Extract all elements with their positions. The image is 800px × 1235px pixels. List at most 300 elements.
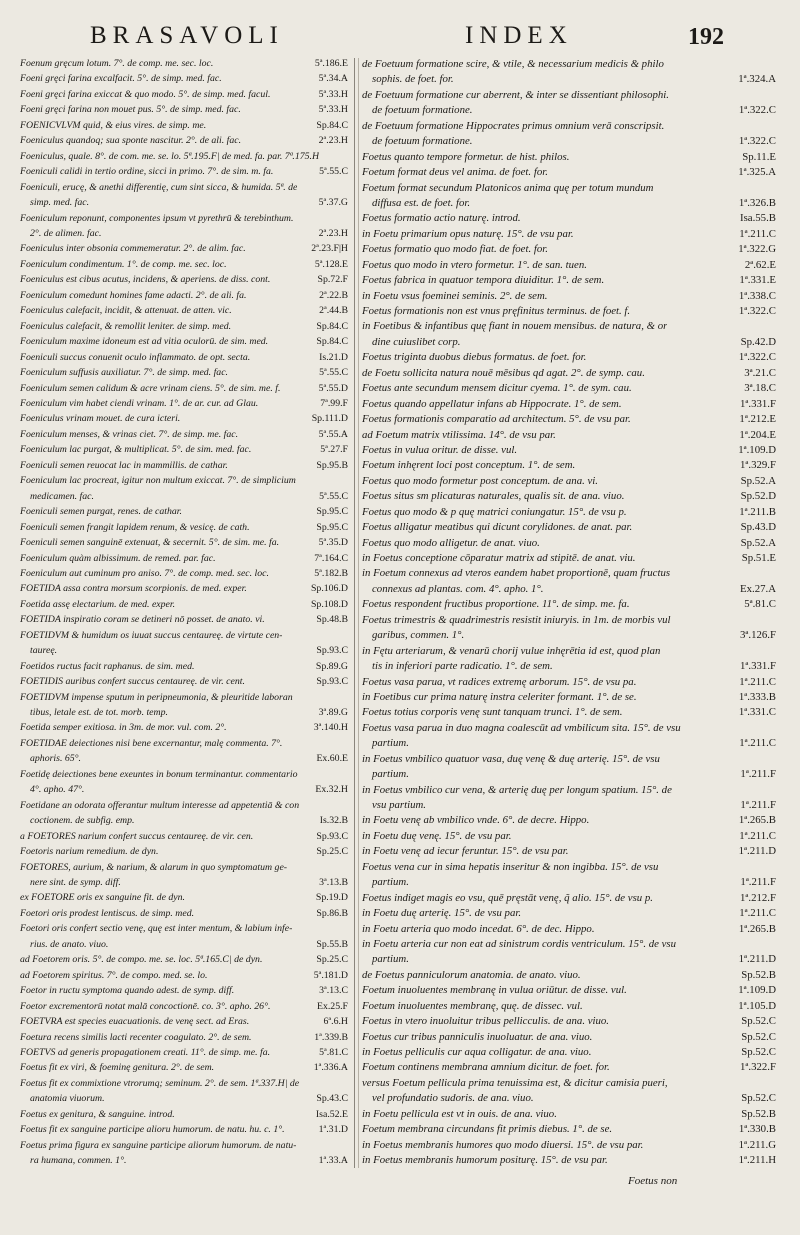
index-entry-text: in Foetu venę ad iecur feruntur. 15°. de vsu par. bbox=[362, 845, 569, 858]
index-entry-reference: 1ª.338.C bbox=[738, 289, 776, 302]
index-entry bbox=[20, 305, 348, 317]
index-entry bbox=[362, 907, 776, 920]
index-entry-text: Foetori oris confert sectio venę, quę est inter mentum, & labium infe- bbox=[20, 923, 293, 935]
index-entry-reference: 5ª.55.C bbox=[319, 367, 348, 379]
index-entry bbox=[362, 1139, 776, 1152]
index-entry-text: Foetus quo modo in vtero formetur. 1°. de san. tuen. bbox=[362, 258, 587, 271]
index-entry-text: in Foetus vmbilico cur vena, & arterię duę per longum spatium. 15°. de bbox=[362, 783, 672, 796]
index-entry bbox=[20, 383, 348, 395]
index-entry bbox=[20, 1093, 348, 1105]
index-entry-text: vel profundatio sudoris. de ana. viuo. bbox=[372, 1092, 534, 1105]
index-entry-text: 4°. apho. 47°. bbox=[30, 784, 85, 796]
index-entry-text: FOETIDA inspiratio coram se detineri nō posset. de anato. vi. bbox=[20, 614, 265, 626]
page-number: 192 bbox=[688, 24, 724, 50]
index-entry-reference: 1ª.211.B bbox=[739, 505, 776, 518]
index-entry bbox=[20, 336, 348, 348]
index-entry-reference: 1ª.211.H bbox=[738, 1154, 776, 1167]
index-entry-reference: Ex.25.F bbox=[316, 1000, 348, 1012]
index-entry-reference: 1ª.322.C bbox=[738, 135, 776, 148]
index-entry-reference: 2ª.23.H bbox=[318, 227, 348, 239]
index-entry bbox=[362, 1061, 776, 1074]
index-entry bbox=[20, 274, 348, 286]
index-entry-text: Foeniculum lac procreat, igitur non multum exiccat. 7°. de simplicium bbox=[20, 475, 296, 487]
index-entry bbox=[362, 58, 776, 71]
index-entry bbox=[362, 290, 776, 303]
index-entry-reference: Sp.25.C bbox=[316, 954, 348, 966]
index-entry-text: in Foetus membranis humorum positurę. 15°. de vsu par. bbox=[362, 1154, 608, 1167]
index-entry-text: in Foetu primarium opus naturę. 15°. de vsu par. bbox=[362, 227, 574, 240]
index-entry bbox=[20, 954, 348, 966]
index-entry-reference: 7ª.99.F bbox=[320, 397, 348, 409]
index-entry bbox=[20, 1032, 348, 1044]
index-entry-text: Foeniculum aut cuminum pro aniso. 7°. de comp. med. sec. loc. bbox=[20, 567, 269, 579]
index-entry bbox=[20, 475, 348, 487]
index-entry bbox=[362, 243, 776, 256]
index-entry bbox=[20, 491, 348, 503]
index-entry-reference: 5ª.35.D bbox=[318, 537, 348, 549]
index-entry-reference: 6ª.6.H bbox=[323, 1016, 348, 1028]
running-title-left: BRASAVOLI bbox=[90, 22, 284, 49]
index-entry-text: Foetidane an odorata offerantur multum interesse ad appetentiā & con bbox=[20, 799, 300, 811]
index-entry-reference: Sp.95.B bbox=[316, 459, 348, 471]
index-entry bbox=[362, 1092, 776, 1105]
index-entry-text: partium. bbox=[372, 737, 409, 750]
index-entry-text: Foeniculi semen purgat, renes. de cathar. bbox=[20, 506, 182, 518]
index-entry-text: Foetum membrana circundans fit primis diebus. 1°. de se. bbox=[362, 1123, 613, 1136]
index-entry bbox=[362, 892, 776, 905]
index-entry-text: Foeniculus vrinam mouet. de cura icteri. bbox=[20, 413, 181, 425]
index-entry-text: in Foetus vmbilico quatuor vasa, duę venę & duę arterię. 15°. de vsu bbox=[362, 752, 660, 765]
index-entry bbox=[20, 630, 348, 642]
index-entry-text: 2°. de alimen. fac. bbox=[30, 227, 102, 239]
index-entry bbox=[362, 382, 776, 395]
index-entry bbox=[362, 706, 776, 719]
index-entry bbox=[20, 645, 348, 657]
index-entry bbox=[20, 1001, 348, 1013]
index-entry-text: vsu partium. bbox=[372, 799, 426, 811]
index-entry-text: FOETIDAE deiectiones nisi bene excernantur, malę commenta. 7°. bbox=[20, 737, 283, 749]
index-entry-text: Foetus fit ex sanguine participe alioru humorum. de natu. hu. c. 1°. bbox=[20, 1124, 285, 1136]
index-entry-text: Foetus triginta duobus diebus formatus. de foet. for. bbox=[362, 351, 587, 364]
index-entry bbox=[362, 722, 776, 735]
index-entry bbox=[362, 228, 776, 241]
index-entry-text: in Foetus membranis humores quo modo diuersi. 15°. de vsu par. bbox=[362, 1138, 644, 1151]
index-entry bbox=[362, 660, 776, 673]
index-entry bbox=[362, 135, 776, 148]
index-entry-reference: Sp.89.G bbox=[315, 660, 348, 672]
index-entry-reference: Sp.19.D bbox=[315, 892, 348, 904]
index-entry-reference: 1ª.211.F bbox=[740, 768, 776, 781]
index-entry-reference: Sp.106.D bbox=[310, 583, 348, 595]
index-entry-text: de Foetus panniculorum anatomia. de anato. viuo. bbox=[362, 968, 581, 981]
index-entry bbox=[362, 923, 776, 936]
index-entry-text: FOETVS ad generis propagationem creati. 11°. de simp. me. fa. bbox=[20, 1047, 271, 1058]
index-entry-text: in Foetibus cur prima naturę instra celeriter formant. 1°. de se. bbox=[362, 690, 637, 703]
index-entry bbox=[20, 877, 348, 889]
index-entry-reference: Sp.95.C bbox=[316, 506, 348, 518]
index-entry-reference: Sp.86.B bbox=[316, 907, 348, 919]
index-entry-reference: 1ª.211.G bbox=[738, 1138, 776, 1151]
index-entry bbox=[20, 352, 348, 364]
index-entry-reference: 1ª.322.C bbox=[738, 351, 776, 364]
index-entry-text: Foeniculi succus conuenit oculo inflammato. de opt. secta. bbox=[20, 351, 251, 363]
index-entry-reference: Sp.52.D bbox=[740, 490, 776, 503]
index-entry-reference: 5ª.33.H bbox=[318, 104, 348, 116]
index-entry-text: Foeniculum vim habet ciendi vrinam. 1°. de ar. cur. ad Glau. bbox=[20, 397, 259, 409]
index-entry bbox=[362, 552, 776, 565]
index-entry bbox=[20, 429, 348, 441]
index-entry-reference: Sp.93.C bbox=[316, 676, 348, 688]
index-entry bbox=[362, 784, 776, 797]
index-entry bbox=[362, 197, 776, 210]
index-entry bbox=[20, 413, 348, 425]
index-entry bbox=[20, 753, 348, 765]
index-entry-reference: Sp.84.C bbox=[316, 336, 348, 348]
index-entry-text: Foetus prima figura ex sanguine participe aliorum humorum. de natu- bbox=[20, 1139, 297, 1151]
index-entry-reference: 2ª.22.B bbox=[319, 289, 348, 301]
index-entry-text: in Foetum connexus ad vteros eandem habet proportionē, quam fructus bbox=[362, 567, 671, 580]
index-entry-text: Foeniculum menses, & vrinas ciet. 7°. de simp. me. fac. bbox=[20, 428, 239, 440]
index-entry-reference: 5ª.81.C bbox=[319, 1047, 348, 1058]
index-entry-text: Foetida semper exitiosa. in 3m. de mor. vul. com. 2°. bbox=[20, 722, 227, 734]
index-entry-text: Foetum continens membrana amnium dicitur. de foet. for. bbox=[362, 1061, 610, 1074]
index-entry-reference: Sp.55.B bbox=[316, 938, 348, 950]
index-entry-text: Foetus fit ex viri, & foeminę genitura. 2°. de sem. bbox=[20, 1062, 215, 1074]
index-entry bbox=[20, 151, 348, 163]
index-entry bbox=[362, 413, 776, 426]
index-entry bbox=[362, 645, 776, 658]
column-divider bbox=[354, 58, 355, 1168]
index-entry-text: Foetida assę electarium. de med. exper. bbox=[20, 598, 176, 610]
index-entry-reference: Is.32.B bbox=[319, 815, 348, 827]
index-entry bbox=[20, 815, 348, 827]
index-entry bbox=[362, 737, 776, 750]
index-entry-text: Foetus fabrica in quatuor tempora diuiditur. 1°. de sem. bbox=[362, 274, 605, 287]
index-entry-text: Foeniculus, quale. 8°. de com. me. se. lo. 5ª.195.F| de med. fa. par. 7ª.175.H bbox=[20, 150, 320, 162]
index-entry-reference: Ex.32.H bbox=[315, 784, 348, 796]
index-entry-text: FOETVRA est species euacuationis. de venę sect. ad Eras. bbox=[20, 1016, 250, 1028]
index-entry bbox=[362, 567, 776, 580]
index-entry-text: connexus ad plantas. com. 4°. apho. 1°. bbox=[372, 582, 544, 595]
index-entry-reference: 1ª.211.F bbox=[740, 876, 776, 889]
index-entry bbox=[362, 845, 776, 858]
index-entry-text: Foetus totius corporis venę sunt tanquam trunci. 1°. de sem. bbox=[362, 706, 623, 719]
index-entry-reference: 1ª.211.D bbox=[738, 953, 776, 966]
index-entry bbox=[362, 984, 776, 997]
index-entry-text: partium. bbox=[372, 768, 409, 781]
index-entry-text: Foetus vasa parua, vt radices extremę arborum. 15°. de vsu pa. bbox=[362, 675, 637, 688]
index-entry-text: simp. med. fac. bbox=[30, 197, 90, 209]
index-entry-text: FOETIDIS auribus confert succus centaureę. de vir. cent. bbox=[20, 676, 245, 688]
index-entry bbox=[362, 212, 776, 225]
index-entry-text: de Foetuum formatione Hippocrates primus omnium verā conscripsit. bbox=[362, 119, 665, 132]
index-entry bbox=[362, 938, 776, 951]
index-entry-reference: 1ª.33.A bbox=[318, 1155, 348, 1167]
index-entry-reference: Sp.52.C bbox=[741, 1046, 776, 1058]
index-entry bbox=[362, 151, 776, 164]
index-entry-text: Foeniculum suffusis auxiliatur. 7°. de simp. med. fac. bbox=[20, 367, 229, 379]
index-entry-reference: 1ª.331.E bbox=[739, 274, 776, 287]
index-entry bbox=[20, 862, 348, 874]
index-entry-reference: 1ª.322.C bbox=[738, 305, 776, 317]
index-entry bbox=[20, 444, 348, 456]
index-entry-text: Foetoris narium remedium. de dyn. bbox=[20, 846, 159, 858]
index-entry bbox=[362, 876, 776, 889]
index-entry-text: aphoris. 65°. bbox=[30, 753, 82, 765]
index-entry-text: ra humana, commen. 1°. bbox=[30, 1155, 127, 1167]
index-entry-text: Foeni gręci farina non mouet pus. 5°. de simp. med. fac. bbox=[20, 104, 241, 116]
index-entry bbox=[362, 768, 776, 781]
index-entry bbox=[362, 1000, 776, 1013]
index-entry-reference: Isa.55.B bbox=[740, 212, 776, 225]
index-entry bbox=[20, 182, 348, 194]
index-entry-reference: 5ª.55.A bbox=[318, 428, 348, 440]
index-entry bbox=[20, 939, 348, 951]
index-entry bbox=[20, 970, 348, 982]
index-entry-text: in Foetus conceptione cōparatur matrix ad stipitē. de anat. viu. bbox=[362, 552, 636, 564]
index-entry bbox=[20, 73, 348, 85]
index-entry-reference: 1ª.331.C bbox=[738, 706, 776, 719]
index-entry bbox=[20, 522, 348, 534]
index-entry-text: Foeniculum condimentum. 1°. de comp. me. sec. loc. bbox=[20, 258, 227, 270]
index-entry-reference: 5ª.34.A bbox=[318, 73, 348, 85]
index-entry-reference: 5ª.182.B bbox=[314, 567, 348, 579]
index-entry bbox=[20, 738, 348, 750]
index-entry bbox=[20, 985, 348, 997]
index-entry bbox=[362, 444, 776, 457]
index-entry-text: ad Foetorem spiritus. 7°. de compo. med. se. lo. bbox=[20, 969, 208, 981]
index-entry-reference: Sp.25.C bbox=[316, 846, 348, 858]
index-entry bbox=[362, 104, 776, 117]
index-entry-text: Foetum format deus vel anima. de foet. for. bbox=[362, 166, 548, 179]
page-header bbox=[0, 0, 800, 52]
index-entry bbox=[362, 969, 776, 982]
index-entry-reference: 1ª.265.B bbox=[738, 814, 776, 827]
index-entry-reference: 1ª.212.E bbox=[739, 413, 776, 426]
index-entry-reference: 7ª.164.C bbox=[314, 552, 348, 564]
index-entry-text: tis in inferiori parte radicatio. 1°. de sem. bbox=[372, 660, 553, 673]
index-entry-text: anatomia viuorum. bbox=[30, 1093, 105, 1105]
index-entry bbox=[362, 490, 776, 503]
index-entry bbox=[20, 1109, 348, 1121]
index-entry-reference: 2ª.44.B bbox=[319, 305, 348, 317]
index-entry-reference: 3ª.89.G bbox=[318, 707, 348, 719]
index-entry bbox=[20, 1062, 348, 1074]
index-entry bbox=[20, 1047, 348, 1059]
index-entry-text: Foetidos ructus facit raphanus. de sim. med. bbox=[20, 660, 195, 672]
index-entry-reference: 1ª.211.C bbox=[739, 907, 776, 920]
index-entry-text: medicamen. fac. bbox=[30, 490, 94, 502]
index-entry-text: Foetus cur tribus panniculis inuoluatur. de ana. viuo. bbox=[362, 1030, 593, 1043]
right-index-column bbox=[362, 58, 776, 1168]
index-entry bbox=[20, 166, 348, 178]
index-entry bbox=[362, 799, 776, 812]
index-entry-text: Foetus quo modo & p quę matrici coniungatur. 15°. de vsu p. bbox=[362, 505, 627, 518]
index-entry bbox=[20, 228, 348, 240]
index-entry-text: Foeniculus inter obsonia commemeratur. 2°. de alim. fac. bbox=[20, 243, 246, 255]
index-entry bbox=[20, 367, 348, 379]
index-entry-reference: 1ª.339.B bbox=[314, 1031, 348, 1043]
column-divider-inner bbox=[358, 58, 359, 1168]
index-entry-text: in Foetu vsus foeminei seminis. 2°. de sem. bbox=[362, 289, 548, 302]
index-entry-text: Foeniculum semen calidum & acre vrinam ciens. 5°. de sim. me. f. bbox=[20, 382, 281, 394]
index-entry-reference: 3ª.21.C bbox=[744, 366, 776, 379]
index-entry bbox=[362, 506, 776, 519]
index-entry bbox=[20, 290, 348, 302]
index-entry bbox=[20, 243, 348, 255]
index-entry-reference: Sp.84.C bbox=[316, 320, 348, 332]
index-entry bbox=[362, 351, 776, 364]
index-entry-reference: 1ª.325.A bbox=[738, 166, 776, 179]
index-entry bbox=[362, 598, 776, 611]
index-entry bbox=[362, 475, 776, 488]
index-entry-text: Foeniculus quandoq; sua sponte nascitur. 2°. de ali. fac. bbox=[20, 135, 242, 147]
index-entry-reference: Sp.52.C bbox=[741, 1015, 776, 1028]
index-entry-reference: Is.21.D bbox=[319, 351, 348, 363]
index-entry-text: Foeni gręci farina exiccat & quo modo. 5°. de simp. med. facul. bbox=[20, 88, 271, 100]
index-entry-text: partium. bbox=[372, 953, 409, 966]
index-entry bbox=[362, 814, 776, 827]
index-entry bbox=[362, 614, 776, 627]
index-entry-text: Foetum inuoluentes membranę in vulua oriūtur. de disse. vul. bbox=[362, 984, 627, 997]
index-entry-reference: 3ª.18.C bbox=[744, 382, 776, 395]
index-entry bbox=[20, 769, 348, 781]
index-entry bbox=[362, 521, 776, 534]
index-entry-text: versus Foetum pellicula prima tenuissima est, & dicitur camisia pueri, bbox=[362, 1076, 668, 1089]
index-entry-text: Foetus trimestris & quadrimestris resistit iniuryis. in 1m. de morbis vul bbox=[362, 613, 671, 626]
index-entry-reference: 1ª.331.F bbox=[740, 397, 776, 410]
index-entry-reference: 1ª.211.F bbox=[740, 799, 776, 811]
index-entry-reference: 1ª.211.C bbox=[739, 737, 776, 750]
index-entry bbox=[20, 537, 348, 549]
index-entry-text: ex FOETORE oris ex sanguine fit. de dyn. bbox=[20, 892, 185, 904]
index-entry bbox=[362, 1108, 776, 1121]
index-entry-text: Foetus formatio actio naturę. introd. bbox=[362, 212, 521, 225]
index-entry-reference: Sp.43.C bbox=[316, 1093, 348, 1105]
index-entry-reference: 1ª.212.F bbox=[740, 891, 776, 904]
index-entry-text: nere sint. de symp. diff. bbox=[30, 877, 121, 889]
index-entry-reference: 1ª.322.G bbox=[738, 243, 776, 256]
index-entry-text: Foetura recens similis lacti recenter coagulato. 2°. de sem. bbox=[20, 1031, 252, 1043]
index-entry-text: sophis. de foet. for. bbox=[372, 73, 454, 86]
index-entry bbox=[362, 1031, 776, 1044]
index-entry-text: in Foetibus & infantibus quę fiant in nouem mensibus. de natura, & or bbox=[362, 320, 668, 333]
index-entry-text: Foetus formationis comparatio ad architectum. 5°. de vsu par. bbox=[362, 413, 631, 426]
index-entry bbox=[20, 1016, 348, 1028]
index-entry-reference: 1ª.105.D bbox=[738, 999, 776, 1012]
index-entry-text: Foetori oris prodest lentiscus. de simp. med. bbox=[20, 907, 195, 919]
index-entry-text: Foetus vena cur in sima hepatis inseritur & non ingibba. 15°. de vsu bbox=[362, 860, 659, 873]
index-entry-reference: Sp.72.F bbox=[317, 274, 348, 286]
index-entry-reference: 2ª.62.E bbox=[744, 258, 776, 271]
index-entry-reference: 1ª.330.B bbox=[738, 1123, 776, 1136]
index-entry-text: Foetus quo modo formetur post conceptum. de ana. vi. bbox=[362, 474, 598, 487]
index-entry-text: Foetus formatio quo modo fiat. de foet. for. bbox=[362, 243, 548, 256]
index-entry bbox=[362, 274, 776, 287]
index-entry-text: Foeniculi semen reuocat lac in mammillis. de cathar. bbox=[20, 459, 228, 471]
index-entry-text: Foeniculi calidi in tertio ordine, sicci in primo. 7°. de sim. m. fa. bbox=[20, 166, 274, 178]
index-entry-text: tibus, letale est. de tot. morb. temp. bbox=[30, 707, 168, 719]
index-entry bbox=[20, 197, 348, 209]
index-entry-reference: Sp.52.B bbox=[741, 968, 776, 981]
index-entry-reference: Ex.60.E bbox=[316, 753, 348, 765]
index-entry bbox=[362, 429, 776, 442]
index-entry bbox=[362, 583, 776, 596]
index-entry bbox=[362, 953, 776, 966]
index-entry-reference: Sp.93.C bbox=[316, 645, 348, 657]
index-entry bbox=[362, 120, 776, 133]
index-entry-reference: Sp.52.C bbox=[741, 1030, 776, 1043]
index-entry-reference: 1ª.322.C bbox=[738, 104, 776, 117]
index-entry bbox=[362, 629, 776, 642]
index-entry-text: taureę. bbox=[30, 645, 58, 657]
index-entry-reference: Sp.11.E bbox=[742, 150, 776, 163]
index-entry bbox=[362, 830, 776, 843]
index-entry bbox=[20, 599, 348, 611]
index-entry-reference: 1ª.333.B bbox=[738, 690, 776, 703]
index-entry-text: de Foetu sollicita natura nouē mēsibus qd agat. 2°. de symp. cau. bbox=[362, 366, 645, 379]
index-entry-text: Foetus indiget magis eo vsu, quē pręstāt venę, q̃ alio. 15°. de vsu p. bbox=[362, 891, 653, 904]
index-entry bbox=[20, 692, 348, 704]
index-entry-text: Foeniculus calefacit, & remollit leniter. de simp. med. bbox=[20, 320, 232, 332]
index-entry-text: Foeniculum quàm albissimum. de remed. par. fac. bbox=[20, 552, 216, 564]
index-entry-reference: Sp.52.A bbox=[740, 536, 776, 549]
index-entry bbox=[20, 213, 348, 225]
index-entry bbox=[362, 459, 776, 472]
index-entry-reference: 1ª.329.F bbox=[740, 459, 776, 472]
index-entry bbox=[20, 1155, 348, 1167]
index-entry-reference: 5ª.37.G bbox=[318, 197, 348, 209]
index-entry-text: dine cuiuslibet corp. bbox=[372, 335, 461, 348]
index-entry bbox=[20, 321, 348, 333]
index-entry bbox=[20, 614, 348, 626]
index-entry-text: in Foetu duę arterię. 15°. de vsu par. bbox=[362, 907, 522, 920]
index-entry-text: coctionem. de subfig. emp. bbox=[30, 815, 135, 827]
index-entry-reference: 1ª.265.B bbox=[738, 922, 776, 935]
index-entry-reference: 1ª.322.F bbox=[740, 1061, 776, 1074]
index-entry-reference: Sp.95.C bbox=[316, 521, 348, 533]
index-entry-text: in Foetu duę venę. 15°. de vsu par. bbox=[362, 829, 512, 842]
index-entry bbox=[362, 320, 776, 333]
index-entry-text: FOENICVLVM quid, & eius vires. de simp. me. bbox=[20, 119, 207, 131]
index-entry-reference: Sp.111.D bbox=[311, 413, 348, 425]
index-entry-reference: 5ª.55.D bbox=[318, 382, 348, 394]
index-entry-text: FOETORES, aurium, & narium, & alarum in quo symptomatum ge- bbox=[20, 861, 288, 873]
index-entry-text: Foeniculum comedunt homines fame adacti. 2°. de ali. fa. bbox=[20, 289, 247, 301]
index-entry-text: diffusa est. de foet. for. bbox=[372, 196, 471, 209]
index-entry-text: Foetus vasa parua in duo magna coalescūt ad vmbilicum sita. 15°. de vsu bbox=[362, 721, 681, 734]
index-entry-text: Foetus ex genitura, & sanguine. introd. bbox=[20, 1108, 175, 1120]
index-entry-text: Foenum gręcum lotum. 7°. de comp. me. sec. loc. bbox=[20, 58, 214, 69]
index-entry bbox=[362, 1154, 776, 1167]
index-entry-text: in Foetus pelliculis cur aqua colligatur. de ana. viuo. bbox=[362, 1046, 592, 1058]
index-entry bbox=[362, 691, 776, 704]
index-entry bbox=[362, 861, 776, 874]
index-entry bbox=[20, 722, 348, 734]
index-entry-reference: 3ª.13.B bbox=[319, 877, 348, 889]
index-entry bbox=[20, 831, 348, 843]
index-entry-text: ad Foetorem oris. 5°. de compo. me. se. loc. 5ª.165.C| de dyn. bbox=[20, 954, 263, 966]
index-entry-text: rius. de anato. viuo. bbox=[30, 938, 109, 950]
index-entry-reference: 1ª.109.D bbox=[738, 984, 776, 997]
index-entry-reference: Sp.52.C bbox=[741, 1092, 776, 1105]
index-entry bbox=[20, 1124, 348, 1136]
index-entry-reference: Isa.52.E bbox=[315, 1108, 348, 1120]
index-entry bbox=[20, 58, 348, 70]
index-entry-reference: 1ª.211.C bbox=[739, 675, 776, 688]
index-entry bbox=[20, 661, 348, 673]
index-entry-reference: 1ª.211.D bbox=[738, 845, 776, 858]
